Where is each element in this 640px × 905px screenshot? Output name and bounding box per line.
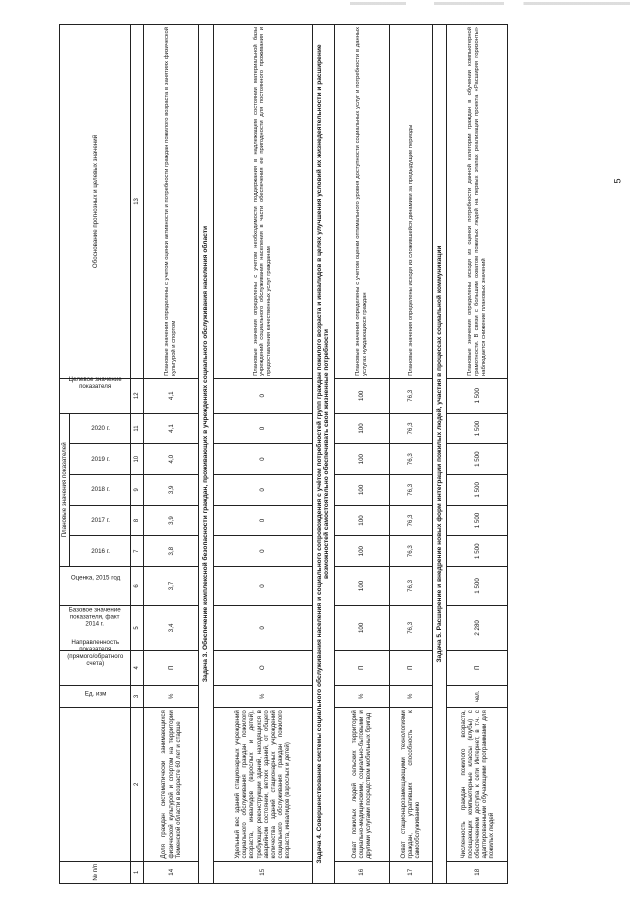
row-year-value: 3,9 [144,475,199,506]
row-target: 0 [213,378,312,413]
col-number: 11 [131,413,144,444]
row-direction: О [213,650,312,685]
rotated-table-container [59,24,593,884]
row-unit: чел. [447,685,508,707]
header-base: Базовое значение показателя, факт 2014 г. [60,605,131,650]
col-number: 3 [131,685,144,707]
row-unit: % [213,685,312,707]
header-direction: Направленность показателя (прямого/обратного счета) [60,650,131,685]
row-year-value: 3,8 [144,536,199,567]
row-year-value: 3,9 [144,505,199,536]
col-number: 5 [131,605,144,650]
table-row [447,25,508,884]
row-estimate: 3,7 [144,567,199,606]
row-target: 76,3 [389,378,432,413]
row-num: 14 [144,861,199,883]
row-year-value: 76,3 [389,475,432,506]
col-number: 13 [131,25,144,379]
page-number: 5 [612,178,623,184]
row-year-value: 0 [213,475,312,506]
row-estimate: 1 500 [447,567,508,606]
row-unit: % [389,685,432,707]
header-estimate: Оценка, 2015 год [60,567,131,606]
task-heading-row [312,25,334,884]
row-direction: П [389,650,432,685]
scan-artifact [350,2,630,5]
row-target: 4,1 [144,378,199,413]
indicators-table [59,24,508,884]
row-year-value: 1 500 [447,444,508,475]
row-year-value: 0 [213,413,312,444]
row-justification: Плановые значения определены исходя из оценки потребности данной категории граждан в обучении компьютерной грамотности. В связи с большим охватом пожилых людей на первых этапах реализации проекта «Расширяя горизонты» наблюдается снижение плановых значений [447,25,508,379]
row-justification: Плановые значения определены с учетом необходимости поддержания в надлежащем состоянии материальной базы учреждений социального обслуживания населения в части обеспечения ее пригодности для постоянного проживания и предоставления качественных услуг гражданам [213,25,312,379]
task-heading: Задача 3. Обеспечение комплексной безопасности граждан, проживающих в учреждениях социального обслуживания населения области [199,25,214,884]
header-target: Целевое значение показателя [60,378,131,413]
row-unit: % [144,685,199,707]
col-number: 8 [131,505,144,536]
header-year: 2020 г. [70,413,131,444]
row-base: 76,3 [389,605,432,650]
row-target: 100 [334,378,389,413]
row-year-value: 4,0 [144,444,199,475]
row-year-value: 4,1 [144,413,199,444]
row-direction: П [334,650,389,685]
col-number: 6 [131,567,144,606]
row-year-value: 1 500 [447,536,508,567]
table-row [144,25,199,884]
table-row [213,25,312,884]
row-year-value: 0 [213,536,312,567]
col-number: 10 [131,444,144,475]
row-year-value: 76,3 [389,413,432,444]
row-year-value: 0 [213,444,312,475]
row-year-value: 100 [334,413,389,444]
row-year-value: 76,3 [389,536,432,567]
row-base: 3,4 [144,605,199,650]
row-year-value: 76,3 [389,505,432,536]
task-heading: Задача 4. Совершенствование системы социального обслуживания населения и социального сопровождения с учётом потребностей групп граждан пожилого возраста и инвалидов в целях улучшения условий их жизнедеятельности и расширение возможностей самостоятельно обеспечивать свои жизненные потребности [312,25,334,884]
header-year: 2019 г. [70,444,131,475]
header-justification: Обоснование прогнозных и целевых значений [60,25,131,379]
row-year-value: 100 [334,536,389,567]
row-indicator: Доля граждан систематически занимающихся физической культурой и спортом на территории Тюменской области в возрасте 60 лет и старше [144,708,199,861]
row-estimate: 100 [334,567,389,606]
row-estimate: 76,3 [389,567,432,606]
row-direction: П [144,650,199,685]
row-target: 1 500 [447,378,508,413]
header-num: № п/п [60,861,131,883]
row-justification: Плановые значения определены исходя из сложившейся динамики за предыдущие периоды [389,25,432,379]
row-estimate: 0 [213,567,312,606]
row-num: 17 [389,861,432,883]
row-unit: % [334,685,389,707]
row-justification: Плановые значения определены с учетом оценки активности и потребности граждан пожилого возраста в занятиях физической культурой и спортом [144,25,199,379]
header-year: 2018 г. [70,475,131,506]
row-num: 16 [334,861,389,883]
task-heading: Задача 5. Расширение и внедрение новых форм интеграции пожилых людей, участия в процессах социальной коммуникации [432,25,447,884]
row-indicator: Охват пожилых людей сельских территорий социально-медицинскими, социально-бытовыми и другими услугами посредством мобильных бригад [334,708,389,861]
header-indicator [60,708,131,861]
table-row [389,25,432,884]
row-num: 18 [447,861,508,883]
col-number: 1 [131,861,144,883]
header-year: 2016 г. [70,536,131,567]
row-indicator: Удельный вес зданий стационарных учреждений социального обслуживания граждан пожилого возраста, инвалидов (взрослых и детей), требующих реконструкции зданий, находящихся в аварийном состоянии, ветхих зданий, от общего количества зданий стационарных учреждений социального обслуживания граждан пожилого возраста, инвалидов (взрослых и детей) [213,708,312,861]
task-heading-row [199,25,214,884]
row-year-value: 1 500 [447,475,508,506]
col-number: 2 [131,708,144,861]
row-year-value: 100 [334,444,389,475]
header-planned: Плановые значения показателей [60,413,70,566]
col-number: 12 [131,378,144,413]
row-num: 15 [213,861,312,883]
col-number: 7 [131,536,144,567]
header-unit: Ед. изм [60,685,131,707]
col-number: 4 [131,650,144,685]
header-year: 2017 г. [70,505,131,536]
task-heading-row [432,25,447,884]
row-direction: П [447,650,508,685]
row-year-value: 0 [213,505,312,536]
row-justification: Плановые значения определены с учетом оценки оптимального уровня доступности социальных услуг и потребности в данных услугах нуждающихся граждан [334,25,389,379]
row-base: 0 [213,605,312,650]
row-year-value: 76,3 [389,444,432,475]
row-indicator: Охват стационарозамещающими технологиями граждан, утративших способность к самообслуживанию [389,708,432,861]
column-number-row [131,25,144,884]
col-number: 9 [131,475,144,506]
row-year-value: 100 [334,505,389,536]
row-year-value: 1 500 [447,413,508,444]
table-row [334,25,389,884]
row-base: 100 [334,605,389,650]
row-base: 2 280 [447,605,508,650]
row-year-value: 100 [334,475,389,506]
row-year-value: 1 500 [447,505,508,536]
row-indicator: Численность граждан пожилого возраста, посещающих компьютерные классы (клубы) с обеспечением доступа к сети Интернет, в т.ч. с адаптированными обучающими программами для пожилых людей [447,708,508,861]
